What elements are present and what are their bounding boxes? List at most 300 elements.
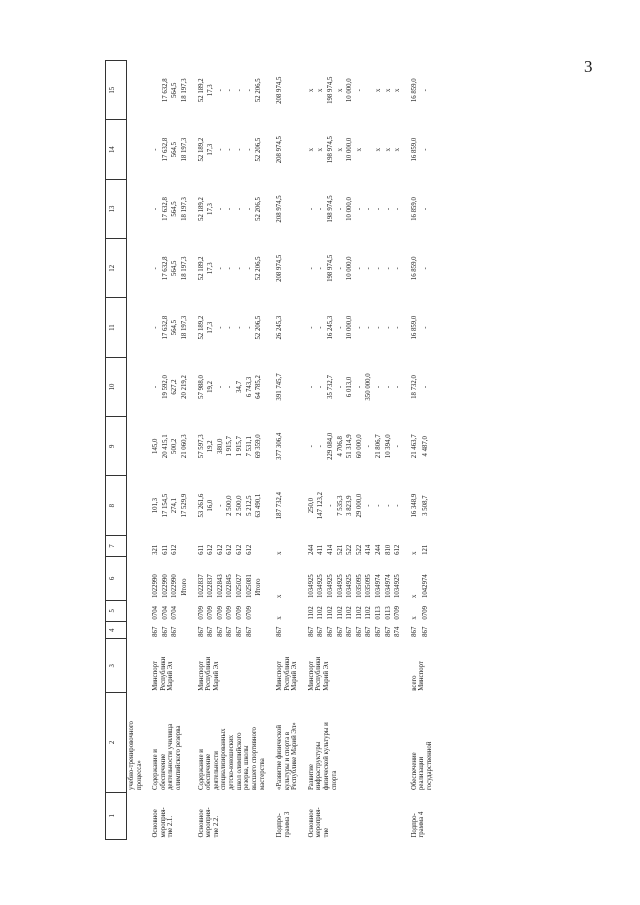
section-name-line: мероприя- <box>315 807 323 838</box>
executor-line: Республики <box>159 656 167 691</box>
program-text <box>410 693 435 792</box>
code-grbs: 867 <box>384 626 392 637</box>
section-name <box>127 792 145 839</box>
program-text-line: реализации <box>418 756 426 791</box>
value-col-13: - <box>336 207 344 211</box>
continuation-row <box>127 61 145 840</box>
value-col-15 <box>364 61 374 120</box>
program-text-line: спорта <box>330 770 338 791</box>
code-csr: x <box>275 594 283 599</box>
value-col-8: - <box>375 504 383 507</box>
value-col-10: 391 745,7 <box>275 373 283 401</box>
code-rzpr: 0709 <box>394 606 402 620</box>
total-col-14: 52 206,5 <box>255 137 263 162</box>
section-separator <box>268 61 275 840</box>
section-name-line: мероприя- <box>159 807 167 838</box>
program-text-line: специализированных <box>220 728 228 791</box>
value-col-11: - <box>317 326 325 329</box>
value-col-12: - <box>226 267 234 270</box>
section-name <box>151 792 189 839</box>
value-col-15: - <box>226 89 234 92</box>
value-col-8: 7 535,3 <box>336 495 344 516</box>
code-vr: 612 <box>394 544 402 555</box>
table-row <box>151 61 161 840</box>
executor-line: Марий Эл <box>322 661 330 691</box>
rotated-page <box>105 60 590 840</box>
program-text <box>275 693 300 792</box>
value-col-9: 7 531,1 <box>245 436 253 457</box>
executor-line: Минспорт <box>152 661 160 691</box>
value-col-13: - <box>375 207 383 211</box>
value-col-11: - <box>216 326 224 329</box>
value-col-14: - <box>226 148 234 151</box>
value-col-11: - <box>355 326 363 329</box>
code-grbs: 867 <box>207 626 215 637</box>
code-csr: 1022990 <box>171 574 179 599</box>
total-col-9: 21 060,3 <box>181 434 189 459</box>
code-vr: 522 <box>346 544 354 555</box>
value-col-11: - <box>307 326 315 329</box>
value-col-9: 1 915,7 <box>226 436 234 457</box>
code-vr: 414 <box>365 544 373 555</box>
table-row <box>197 61 207 840</box>
total-col-12: 52 206,5 <box>255 256 263 281</box>
col-10: 10 <box>106 357 127 416</box>
value-col-13: - <box>355 207 363 211</box>
value-col-13: - <box>245 207 253 211</box>
value-col-13: 198 974,5 <box>326 195 334 223</box>
col-8: 8 <box>106 476 127 535</box>
code-vr: 521 <box>336 544 344 555</box>
value-col-8: 2 500,0 <box>236 495 244 516</box>
executor-line: Республики <box>283 656 291 691</box>
code-vr: 612 <box>171 544 179 555</box>
program-text-line: процесса» <box>135 760 143 791</box>
value-col-11: - <box>384 326 392 329</box>
value-col-14: x <box>336 147 344 152</box>
total-col-11: 52 206,5 <box>255 315 263 340</box>
section-name-line: тие <box>322 827 330 838</box>
code-csr: 1022990 <box>152 574 160 599</box>
program-text-line: инфраструктуры <box>315 741 323 791</box>
program-text <box>127 693 145 792</box>
value-col-12: - <box>317 267 325 270</box>
table-row <box>307 61 317 840</box>
code-vr: 612 <box>207 544 215 555</box>
value-col-14: x <box>317 147 325 152</box>
value-col-8: - <box>365 504 373 507</box>
value-col-12: - <box>307 267 315 270</box>
value-col-10: - <box>226 385 234 389</box>
value-col-14: 208 974,5 <box>275 136 283 164</box>
col-12: 12 <box>106 239 127 298</box>
value-col-8: 3 508,7 <box>422 495 430 516</box>
value-col-12: 198 974,5 <box>326 254 334 282</box>
value-col-11: 17,3 <box>207 321 215 334</box>
executor-line: Марий Эл <box>167 661 175 691</box>
value-col-11: - <box>394 326 402 329</box>
section-name-line: Подпро- <box>275 813 283 838</box>
section-name-line: Основное <box>307 809 315 838</box>
value-col-15: 10 000,0 <box>346 78 354 103</box>
value-col-14 <box>364 120 374 179</box>
value-col-8: 274,1 <box>171 497 179 514</box>
section-name-line: тие 2.1. <box>167 815 175 838</box>
program-text-line: обеспечение <box>205 753 213 791</box>
value-col-9: 20 415,1 <box>161 434 169 459</box>
value-col-10: 627,2 <box>171 379 179 395</box>
value-col-13: - <box>365 207 373 211</box>
code-rzpr: 0709 <box>197 606 205 620</box>
col-2: 2 <box>106 693 127 792</box>
value-col-8: - <box>384 504 392 507</box>
value-col-9: 229 084,0 <box>326 432 334 460</box>
total-col-10: 64 785,2 <box>255 375 263 399</box>
value-col-15: - <box>216 89 224 92</box>
value-col-10: - <box>307 385 315 389</box>
program-text-line: олимпийского резерва <box>175 725 183 791</box>
value-col-13: - <box>226 207 234 211</box>
value-col-15: x <box>307 88 315 92</box>
code-vr: 612 <box>236 544 244 555</box>
col-13: 13 <box>106 179 127 238</box>
value-col-9: 51 314,9 <box>346 434 354 459</box>
value-col-15: - <box>422 89 430 92</box>
code-rzpr: 1102 <box>326 606 334 620</box>
separator-line <box>144 61 151 840</box>
code-csr: 1035095 <box>365 574 373 599</box>
value-col-15: x <box>394 88 402 92</box>
value-col-8: 3 823,9 <box>346 495 354 516</box>
value-col-10: - <box>152 385 160 389</box>
program-text-line: деятельности <box>212 751 220 791</box>
col-4: 4 <box>106 622 127 639</box>
code-rzpr: 1102 <box>365 606 373 620</box>
total-col-15: 52 206,5 <box>255 78 263 103</box>
value-col-12: 564,5 <box>171 260 179 276</box>
total-col-13: 18 197,3 <box>181 197 189 221</box>
value-col-10: 34,7 <box>236 381 244 393</box>
section-name-line: мероприя- <box>205 807 213 838</box>
code-grbs: 867 <box>236 626 244 637</box>
value-col-13: 52 189,2 <box>197 197 205 221</box>
value-col-8: 29 000,0 <box>355 493 363 518</box>
value-col-15: 17 632,8 <box>161 78 169 103</box>
value-col-13: - <box>152 207 160 211</box>
executor <box>410 639 435 693</box>
value-col-8: 147 123,2 <box>317 492 325 520</box>
value-col-13: 564,5 <box>171 201 179 217</box>
value-col-13: - <box>317 207 325 211</box>
value-col-10: 350 000,0 <box>365 373 373 401</box>
value-col-8: 5 212,5 <box>245 495 253 516</box>
value-col-11: 26 245,3 <box>275 315 283 340</box>
code-rzpr: 1102 <box>336 606 344 620</box>
value-col-14: x <box>394 147 402 152</box>
value-col-11: - <box>336 326 344 329</box>
value-col-12: - <box>375 267 383 270</box>
code-vr: 611 <box>161 544 169 555</box>
value-col-10: 6 013,0 <box>346 376 354 398</box>
value-col-9: 21 806,7 <box>375 434 383 459</box>
total-label: Итого <box>255 578 263 596</box>
value-col-15: 52 189,2 <box>197 78 205 103</box>
col-1: 1 <box>106 792 127 839</box>
column-number-row <box>106 61 127 840</box>
value-col-12: - <box>236 267 244 270</box>
code-vr: x <box>410 551 418 555</box>
code-rzpr: 0704 <box>161 606 169 620</box>
value-col-9: - <box>365 445 373 448</box>
section-name <box>307 792 403 839</box>
program-text-line: резерва, школы <box>243 745 251 791</box>
value-col-15: 198 974,5 <box>326 76 334 104</box>
code-grbs: 867 <box>275 626 283 637</box>
code-csr: 1022837 <box>207 574 215 599</box>
value-col-14: x <box>375 147 383 152</box>
program-text-line: детско-юношеских <box>228 734 236 791</box>
code-vr: 414 <box>326 544 334 555</box>
program-text-line: мастерства <box>258 758 266 791</box>
value-col-14: 52 189,2 <box>197 137 205 162</box>
value-col-8: 16,0 <box>207 499 215 512</box>
value-col-15: x <box>375 88 383 92</box>
section-name <box>410 792 435 839</box>
section-name-line: Основное <box>152 809 160 838</box>
value-col-11: - <box>226 326 234 329</box>
value-col-14: - <box>422 148 430 151</box>
value-col-15: - <box>355 89 363 92</box>
value-col-10: - <box>336 385 344 389</box>
program-text-line: государственной <box>426 741 434 791</box>
total-col-9: 69 359,0 <box>255 434 263 459</box>
value-col-13: - <box>216 207 224 211</box>
value-col-11: - <box>236 326 244 329</box>
value-col-14: - <box>236 148 244 151</box>
col-6: 6 <box>106 557 127 600</box>
value-col-14: - <box>152 148 160 151</box>
value-col-12: 52 189,2 <box>197 256 205 281</box>
value-col-8: - <box>326 504 334 507</box>
code-csr: 1022990 <box>161 574 169 599</box>
executor <box>151 639 189 693</box>
section-separator <box>144 61 151 840</box>
separator-line <box>300 61 307 840</box>
code-csr: 1034925 <box>336 574 344 599</box>
code-vr: 244 <box>375 544 383 555</box>
section-name <box>275 792 300 839</box>
value-col-14: 10 000,0 <box>346 137 354 162</box>
program-text-line: деятельности училища <box>167 723 175 791</box>
program-text <box>307 693 403 792</box>
value-col-11: 52 189,2 <box>197 315 205 340</box>
code-rzpr: 0113 <box>384 606 392 620</box>
value-col-12: - <box>355 267 363 270</box>
code-csr: 1025027 <box>236 574 244 599</box>
value-col-15: x <box>317 88 325 92</box>
separator-line <box>190 61 197 840</box>
value-col-8: - <box>394 504 402 507</box>
value-col-10: 57 988,0 <box>197 375 205 399</box>
value-col-9: 21 463,7 <box>410 434 418 459</box>
value-col-15: 564,5 <box>171 82 179 98</box>
value-col-13: - <box>307 207 315 211</box>
value-col-9: 4 706,8 <box>336 436 344 457</box>
value-col-15: 208 974,5 <box>275 76 283 104</box>
value-col-9: - <box>307 445 315 448</box>
executor-line: Минспорт <box>275 661 283 691</box>
total-col-11: 18 197,3 <box>181 315 189 340</box>
executor-line: всего <box>410 675 418 691</box>
value-col-8: 17 154,5 <box>161 493 169 518</box>
program-text-line: Развитие <box>307 764 315 791</box>
value-col-10: - <box>216 385 224 389</box>
executor-line: Марий Эл <box>212 661 220 691</box>
value-col-15: 16 859,0 <box>410 78 418 103</box>
code-vr: 611 <box>197 544 205 555</box>
section-separator <box>403 61 410 840</box>
executor <box>197 639 268 693</box>
code-vr: 121 <box>422 544 430 555</box>
code-grbs: 867 <box>336 626 344 637</box>
code-csr: 1034974 <box>375 574 383 599</box>
value-col-14: - <box>245 148 253 151</box>
code-grbs: 867 <box>152 626 160 637</box>
value-col-9: 380,0 <box>216 438 224 454</box>
code-csr: 1022837 <box>197 574 205 599</box>
total-col-15: 18 197,3 <box>181 78 189 103</box>
executor-line: Марий Эл <box>291 661 299 691</box>
value-col-12: - <box>336 267 344 270</box>
col-3: 3 <box>106 639 127 693</box>
code-csr: 1034925 <box>326 574 334 599</box>
table-row <box>410 61 421 840</box>
program-text-line: Республике Марий Эл» <box>291 722 299 791</box>
code-rzpr: 1102 <box>317 606 325 620</box>
code-grbs: 867 <box>326 626 334 637</box>
section-separator <box>190 61 197 840</box>
program-text-line: Обеспечение <box>410 752 418 791</box>
code-vr: 612 <box>245 544 253 555</box>
value-col-14: - <box>216 148 224 151</box>
value-col-12: - <box>216 267 224 270</box>
value-col-14: 198 974,5 <box>326 136 334 164</box>
table-body <box>127 61 435 840</box>
code-rzpr: 0709 <box>236 606 244 620</box>
section-name <box>197 792 268 839</box>
value-col-14: x <box>384 147 392 152</box>
col-11: 11 <box>106 298 127 357</box>
code-vr: 522 <box>355 544 363 555</box>
code-rzpr: 1102 <box>355 606 363 620</box>
program-text <box>197 693 268 792</box>
value-col-10: 18 732,0 <box>410 375 418 399</box>
value-col-10: - <box>355 385 363 389</box>
code-grbs: 867 <box>216 626 224 637</box>
code-grbs: 867 <box>346 626 354 637</box>
value-col-13: - <box>422 207 430 211</box>
value-col-13: 17 632,8 <box>161 197 169 221</box>
total-col-10: 20 219,2 <box>181 375 189 399</box>
value-col-12: - <box>384 267 392 270</box>
value-col-12: 208 974,5 <box>275 254 283 282</box>
value-col-15: 17,3 <box>207 84 215 97</box>
value-col-10: 6 743,3 <box>245 376 253 398</box>
section-name-line: Подпро- <box>410 813 418 838</box>
value-col-9: - <box>317 445 325 448</box>
program-text <box>151 693 189 792</box>
value-col-9: 19,2 <box>207 440 215 453</box>
executor <box>275 639 300 693</box>
program-text-line: физической культуры и <box>322 722 330 791</box>
filler <box>432 61 434 639</box>
value-col-8: 187 732,4 <box>275 492 283 520</box>
value-col-9: 145,0 <box>152 438 160 454</box>
value-col-8: 250,0 <box>307 497 315 514</box>
code-vr: 244 <box>307 544 315 555</box>
empty <box>127 61 145 693</box>
value-col-12: - <box>365 267 373 270</box>
code-vr: 321 <box>152 544 160 555</box>
table-row <box>275 61 293 840</box>
value-col-11: 16 859,0 <box>410 315 418 340</box>
value-col-11: - <box>422 326 430 329</box>
code-csr: 1034974 <box>384 574 392 599</box>
separator-line <box>403 61 410 840</box>
code-csr: 1025081 <box>245 574 253 599</box>
executor <box>307 639 403 693</box>
value-col-8: 101,3 <box>152 497 160 514</box>
section-name-line: грамма 3 <box>283 811 291 838</box>
value-col-14: 17,3 <box>207 143 215 156</box>
value-col-12: 17 632,8 <box>161 256 169 281</box>
value-col-14: x <box>355 147 363 152</box>
code-vr: 810 <box>384 544 392 555</box>
section-name-line: Основное <box>197 809 205 838</box>
value-col-10: 19,2 <box>207 381 215 393</box>
value-col-12: - <box>152 267 160 270</box>
value-col-10: - <box>394 385 402 389</box>
executor-line: Минспорт <box>418 661 426 691</box>
value-col-11: - <box>365 326 373 329</box>
value-col-10: - <box>375 385 383 389</box>
separator-line <box>268 61 275 840</box>
code-csr: 1022845 <box>226 574 234 599</box>
total-col-8: 17 529,9 <box>181 493 189 518</box>
code-csr: 1034925 <box>317 574 325 599</box>
code-csr: 1034925 <box>394 574 402 599</box>
code-csr: x <box>410 594 418 599</box>
value-col-12: 16 859,0 <box>410 256 418 281</box>
code-grbs: 867 <box>226 626 234 637</box>
code-vr: 612 <box>226 544 234 555</box>
total-col-13: 52 206,5 <box>255 197 263 221</box>
col-15: 15 <box>106 61 127 120</box>
code-grbs: 867 <box>375 626 383 637</box>
code-grbs: 867 <box>197 626 205 637</box>
value-col-13: 16 859,0 <box>410 197 418 221</box>
value-col-10: - <box>317 385 325 389</box>
code-grbs: 867 <box>161 626 169 637</box>
value-col-12: 17,3 <box>207 262 215 275</box>
section-name-line: тие 2.2. <box>212 815 220 838</box>
value-col-9: 500,2 <box>171 438 179 454</box>
value-col-15 <box>151 61 161 120</box>
code-rzpr: 0709 <box>422 606 430 620</box>
code-rzpr: 0704 <box>171 606 179 620</box>
value-col-9: 57 597,3 <box>197 434 205 459</box>
value-col-14: 16 859,0 <box>410 137 418 162</box>
